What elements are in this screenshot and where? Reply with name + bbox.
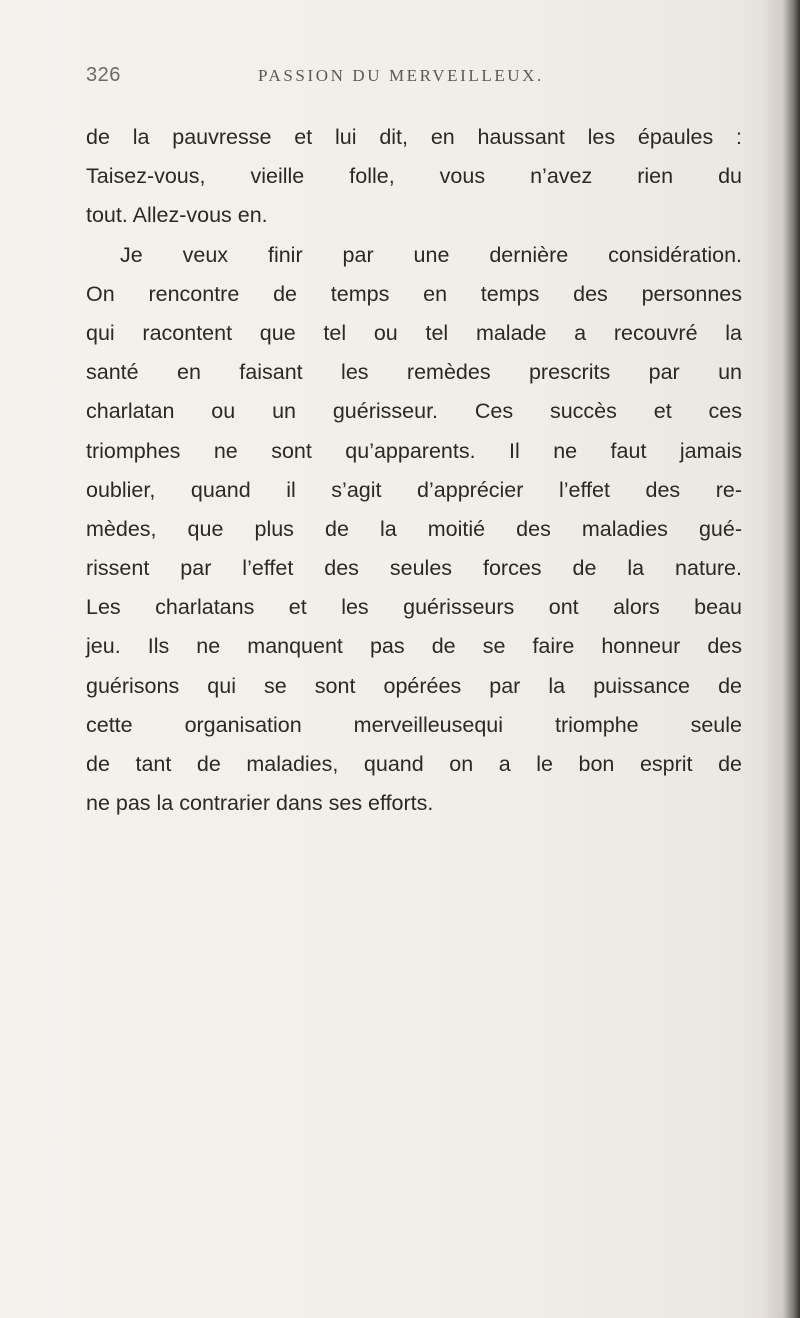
text-line: Les charlatans et les guérisseurs ont alors beau: [86, 595, 742, 620]
text-line: charlatan ou un guérisseur. Ces succès et ces: [86, 399, 742, 424]
text-line: On rencontre de temps en temps des personnes: [86, 281, 742, 306]
text-line: ne pas la contrarier dans ses efforts.: [86, 791, 434, 816]
running-title: PASSION DU MERVEILLEUX.: [258, 66, 544, 85]
text-line: rissent par l’effet des seules forces de la nature.: [86, 556, 742, 581]
text-line: cette organisation merveilleusequi triomphe seule: [86, 712, 742, 737]
text-line: mèdes, que plus de la moitié des maladies gué-: [86, 516, 742, 541]
text-line: tout. Allez-vous en.: [86, 203, 268, 228]
body-text: [86, 118, 742, 823]
text-line: de la pauvresse et lui dit, en haussant les épaules :: [86, 125, 742, 149]
text-line: triomphes ne sont qu’apparents. Il ne faut jamais: [86, 438, 742, 463]
text-line: Taisez-vous, vieille folle, vous n’avez rien du: [86, 164, 742, 189]
page-number: 326: [86, 64, 121, 86]
text-line: guérisons qui se sont opérées par la puissance de: [86, 673, 742, 698]
text-line: santé en faisant les remèdes prescrits par un: [86, 360, 742, 385]
page-edge-shadow: [762, 0, 800, 1318]
text-line: de tant de maladies, quand on a le bon esprit de: [86, 752, 742, 776]
text-line: qui racontent que tel ou tel malade a recouvré la: [86, 320, 742, 345]
text-line: Je veux finir par une dernière considération.: [120, 242, 742, 267]
text-line: oublier, quand il s’agit d’apprécier l’effet des re-: [86, 477, 742, 502]
text-line: jeu. Ils ne manquent pas de se faire honneur des: [86, 634, 742, 659]
